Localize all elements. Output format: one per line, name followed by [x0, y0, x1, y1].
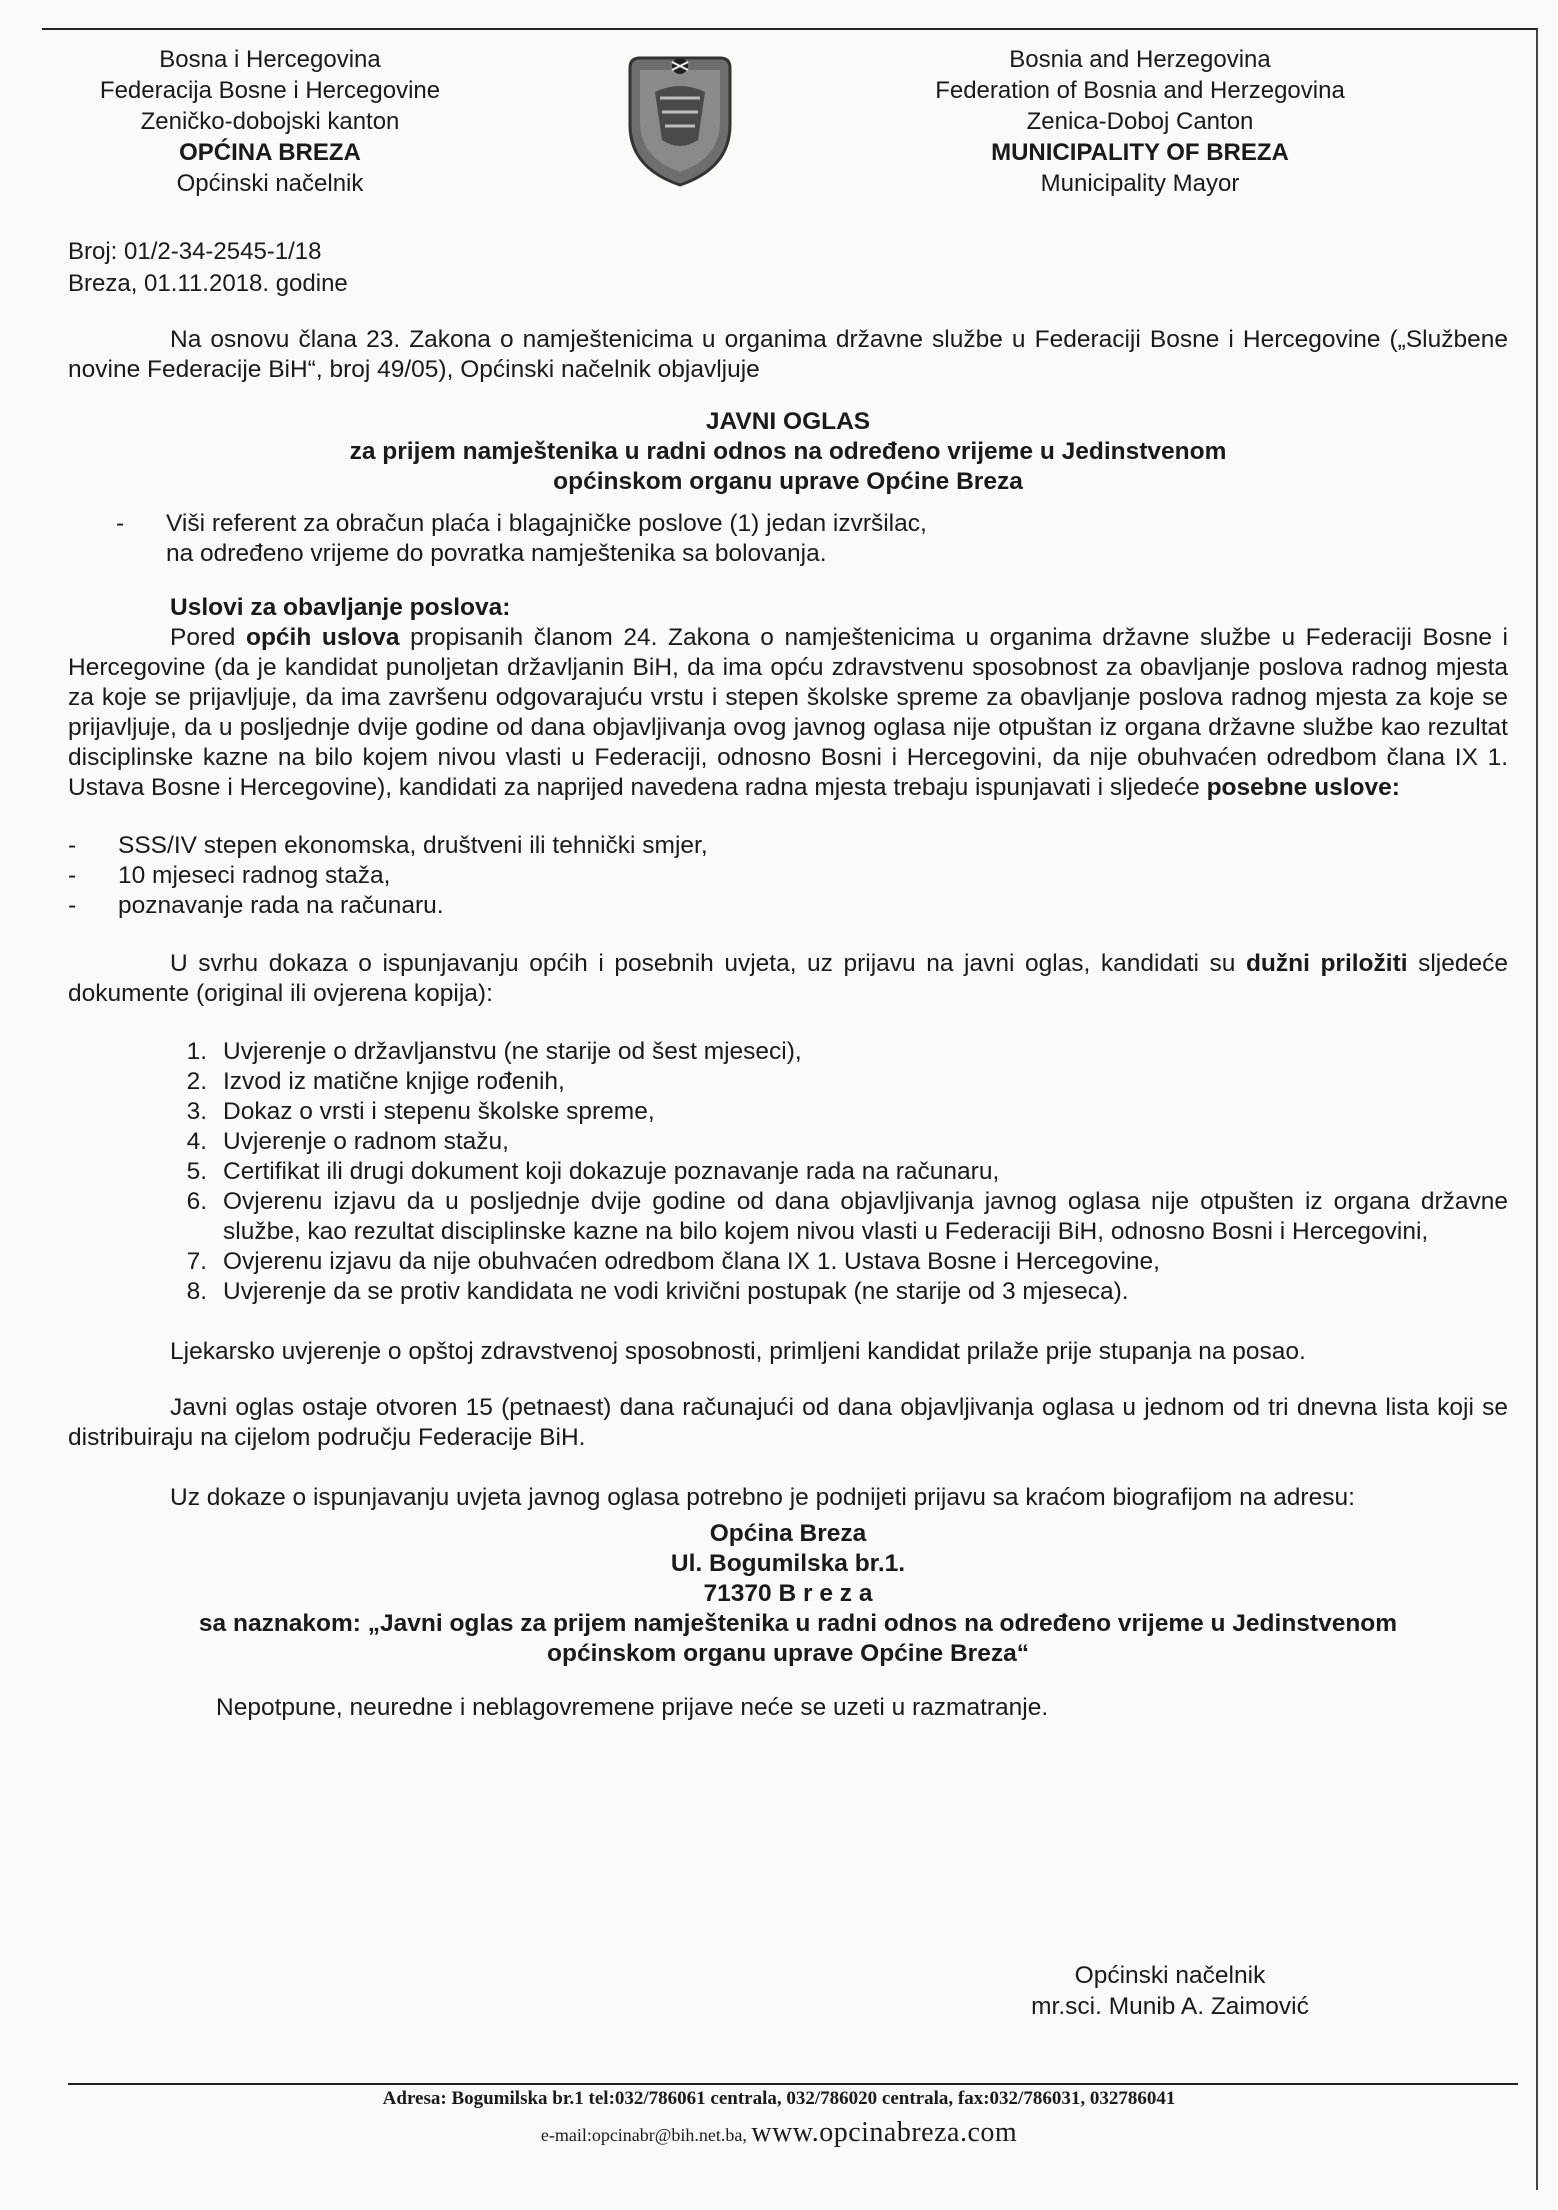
- address-line-3: 71370 B r e z a: [703, 1580, 873, 1607]
- signature-block: [1010, 1960, 1330, 2022]
- footer-contact: [0, 2117, 1558, 2149]
- incomplete-notice: Nepotpune, neuredne i neblagovremene prijave neće se uzeti u razmatranje.: [216, 1694, 1049, 1721]
- header-office-en: Municipality Mayor: [1040, 170, 1240, 197]
- address-line-2: Ul. Bogumilska br.1.: [670, 1550, 906, 1577]
- header-left: [70, 44, 470, 199]
- submission-paragraph: Uz dokaze o ispunjavanju uvjeta javnog oglasa potrebno je podnijeti prijavu sa kraćom biografijom na adresu:: [170, 1484, 1355, 1511]
- header-municipality-en: MUNICIPALITY OF BREZA: [991, 139, 1289, 166]
- document-item: 7. Ovjerenu izjavu da nije obuhvaćen odredbom člana IX 1. Ustava Bosne i Hercegovine,: [186, 1248, 1160, 1275]
- footer-divider: [68, 2083, 1518, 2085]
- special-item-2: - 10 mjeseci radnog staža,: [68, 862, 391, 889]
- document-item: 4. Uvjerenje o radnom stažu,: [186, 1128, 509, 1155]
- coat-of-arms-icon: [620, 40, 740, 190]
- document-subtitle-2: općinskom organu uprave Općine Breza: [553, 468, 1023, 495]
- conditions-paragraph: Pored općih uslova propisanih članom 24. Zakona o namještenicima u organima državne službe u Federaciji Bosne i Hercegovine (da je kandidat punoljetan državljanin BiH, da ima opću zdravstvenu sposobnost za obavljanje poslova radnog mjesta za koje se prijavljuje, da ima završenu odgovarajuću vrstu i stepen školske spreme za obavljanje poslova radnog mjesta za koje se prijavljuje, da u posljednje dvije godine od dana objavljivanja ovog javnog oglasa nije otpuštan iz organa državne službe kao rezultat disciplinske kazne na bilo kojem nivou vlasti u Federaciji, odnosno Bosni i Hercegovini, da nije obuhvaćen odredbom člana IX 1. Ustava Bosne i Hercegovine), kandidati za naprijed navedena radna mjesta trebaju ispunjavati i sljedeće posebne uslove:: [68, 624, 1508, 801]
- reference-block: [68, 236, 348, 300]
- header-canton: Zeničko-dobojski kanton: [140, 108, 400, 135]
- document-item: 2. Izvod iz matične knjige rođenih,: [186, 1068, 565, 1095]
- footer-email: e-mail:opcinabr@bih.net.ba,: [540, 2125, 747, 2145]
- header-country-en: Bosnia and Herzegovina: [1009, 46, 1271, 73]
- open-period-paragraph: Javni oglas ostaje otvoren 15 (petnaest) dana računajući od dana objavljivanja oglasa u jednom od tri dnevna lista koji se distribuiraju na cijelom području Federacije BiH.: [68, 1394, 1508, 1451]
- document-item: 6. Ovjerenu izjavu da u posljednje dvije godine od dana objavljivanja javnog oglasa nije otpušten iz organa državne službe, kao rezultat disciplinske kazne na bilo kojem nivou vlasti u Federaciji BiH, odnosno Bosni i Hercegovini,: [186, 1188, 1508, 1245]
- header-municipality: OPĆINA BREZA: [179, 139, 361, 166]
- document-item: 1. Uvjerenje o državljanstvu (ne starije od šest mjeseci),: [186, 1038, 802, 1065]
- intro-paragraph: Na osnovu člana 23. Zakona o namještenicima u organima državne službe u Federaciji Bosne i Hercegovine („Službene novine Federacije BiH“, broj 49/05), Općinski načelnik objavljuje: [68, 326, 1508, 383]
- header-right: [905, 44, 1375, 199]
- header-federation: Federacija Bosne i Hercegovine: [99, 77, 441, 104]
- footer-website-link[interactable]: www.opcinabreza.com: [751, 2117, 1018, 2148]
- address-line-1: Općina Breza: [709, 1520, 867, 1547]
- document-title: JAVNI OGLAS: [705, 408, 871, 435]
- reference-date: Breza, 01.11.2018. godine: [68, 270, 348, 297]
- position-line-2: na određeno vrijeme do povratka namještenika sa bolovanja.: [166, 540, 827, 567]
- document-subtitle-1: za prijem namještenika u radni odnos na određeno vrijeme u Jedinstvenom: [349, 438, 1227, 465]
- special-item-1: - SSS/IV stepen ekonomska, društveni ili tehnički smjer,: [68, 832, 708, 859]
- reference-number: Broj: 01/2-34-2545-1/18: [68, 238, 322, 265]
- signature-name: mr.sci. Munib A. Zaimović: [1031, 1993, 1309, 2020]
- document-body: [68, 325, 1508, 1723]
- special-item-3: - poznavanje rada na računaru.: [68, 892, 444, 919]
- header-canton-en: Zenica-Doboj Canton: [1026, 108, 1254, 135]
- document-item: 8. Uvjerenje da se protiv kandidata ne vodi krivični postupak (ne starije od 3 mjeseca).: [186, 1278, 1129, 1305]
- header-federation-en: Federation of Bosnia and Herzegovina: [935, 77, 1345, 104]
- note-line-1: sa naznakom: „Javni oglas za prijem namještenika u radni odnos na određeno vrijeme u Jedinstvenom: [198, 1610, 1398, 1637]
- header-office: Općinski načelnik: [176, 170, 364, 197]
- medical-paragraph: Ljekarsko uvjerenje o opštoj zdravstvenoj sposobnosti, primljeni kandidat prilaže prije stupanja na posao.: [170, 1338, 1306, 1365]
- conditions-heading: Uslovi za obavljanje poslova:: [170, 594, 511, 621]
- position-line-1: Viši referent za obračun plaća i blagajničke poslove (1) jedan izvršilac,: [166, 510, 927, 537]
- note-line-2: općinskom organu uprave Općine Breza“: [547, 1640, 1029, 1667]
- document-item: 3. Dokaz o vrsti i stepenu školske spreme,: [186, 1098, 655, 1125]
- footer-address: Adresa: Bogumilska br.1 tel:032/786061 centrala, 032/786020 centrala, fax:032/786031, 032786041: [382, 2088, 1176, 2109]
- position-item: - Viši referent za obračun plaća i blagajničke poslove (1) jedan izvršilac, na određeno vrijeme do povratka namještenika sa bolovanja.: [116, 510, 927, 567]
- documents-intro: U svrhu dokaza o ispunjavanju općih i posebnih uvjeta, uz prijavu na javni oglas, kandidati su dužni priložiti sljedeće dokumente (original ili ovjerena kopija):: [68, 950, 1508, 1007]
- document-item: 5. Certifikat ili drugi dokument koji dokazuje poznavanje rada na računaru,: [186, 1158, 1000, 1185]
- header-country: Bosna i Hercegovina: [159, 46, 381, 73]
- signature-title: Općinski načelnik: [1074, 1962, 1266, 1989]
